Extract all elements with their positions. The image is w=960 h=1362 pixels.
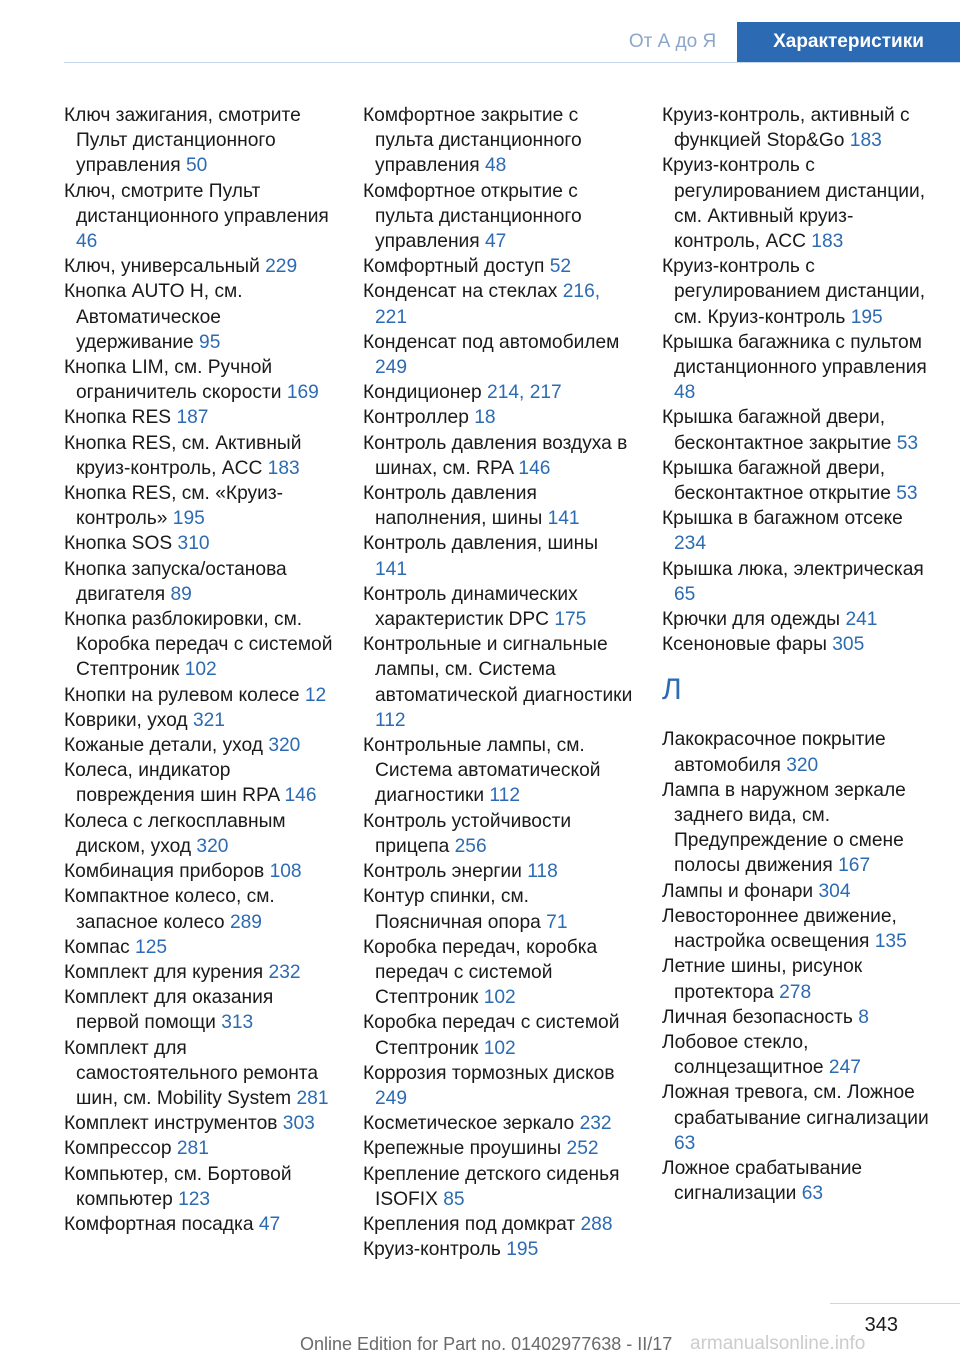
entry-term: Кондиционер [363, 382, 482, 404]
index-entry [64, 1036, 336, 1112]
index-entry [363, 632, 635, 733]
entry-page-link[interactable]: 112 [489, 785, 521, 807]
entry-page-link[interactable]: 195 [172, 508, 205, 530]
entry-page-link[interactable]: 247 [828, 1057, 861, 1079]
entry-page-link[interactable]: 232 [268, 961, 301, 983]
entry-term: Лакокрасочное покрытие автомобиля [662, 729, 886, 776]
entry-term: Кнопка разблокировки, см. Коробка передач с системой Стептроник [64, 609, 333, 681]
entry-page-link[interactable]: 71 [546, 911, 568, 933]
index-entry [363, 254, 635, 279]
watermark: armanualsonline.info [690, 1333, 866, 1354]
page-number: 343 [864, 1314, 898, 1336]
index-entry [64, 254, 336, 279]
entry-page-link[interactable]: 146 [518, 457, 551, 479]
entry-term: Колеса, индикатор повреждения шин RPA [64, 760, 280, 807]
entry-page-link[interactable]: 278 [779, 981, 812, 1003]
index-entry [363, 1061, 635, 1111]
entry-page-link[interactable]: 288 [580, 1213, 613, 1235]
entry-page-link[interactable]: 216, 221 [375, 281, 601, 328]
index-entry [363, 935, 635, 1011]
entry-term: Кнопка LIM, см. Ручной ограничитель скорости [64, 357, 282, 404]
entry-term: Контроллер [363, 407, 469, 429]
entry-page-link[interactable]: 321 [192, 709, 225, 731]
entry-term: Конденсат на стеклах [363, 281, 558, 303]
entry-page-link[interactable]: 63 [801, 1183, 824, 1205]
header-divider [64, 62, 960, 63]
entry-page-link[interactable]: 102 [483, 987, 516, 1009]
entry-term: Крепежные проушины [363, 1138, 562, 1160]
entry-term: Комплект для курения [64, 961, 264, 983]
index-entry [662, 456, 934, 506]
entry-page-link[interactable]: 313 [221, 1012, 254, 1034]
entry-term: Кнопка RES [64, 407, 172, 429]
entry-page-link[interactable]: 102 [483, 1037, 516, 1059]
entry-page-link[interactable]: 303 [282, 1113, 315, 1135]
entry-page-link[interactable]: 229 [265, 256, 298, 278]
entry-page-link[interactable]: 169 [286, 382, 319, 404]
entry-page-link[interactable]: 289 [229, 911, 262, 933]
index-column-3 [662, 103, 934, 1206]
index-column-1 [64, 103, 336, 1237]
index-entry [662, 904, 934, 954]
index-entry [662, 153, 934, 254]
entry-term: Ксеноновые фары [662, 634, 827, 656]
entry-term: Компрессор [64, 1138, 172, 1160]
entry-term: Лобовое стекло, солнцезащитное [662, 1031, 824, 1079]
entry-page-link[interactable]: 48 [485, 155, 507, 177]
entry-page-link[interactable]: 281 [296, 1087, 329, 1109]
entry-page-link[interactable]: 304 [818, 880, 851, 902]
entry-page-link[interactable]: 141 [547, 508, 580, 530]
entry-term: Колеса с легкосплавным диском, уход [64, 810, 286, 857]
index-entry [662, 1005, 934, 1030]
index-entry [64, 355, 336, 405]
index-entry [64, 1111, 336, 1136]
entry-term: Крышка багажной двери, бесконтактное закрытие [662, 407, 892, 454]
entry-term: Контроль давления воздуха в шинах, см. RPA [363, 432, 628, 479]
index-entry [64, 607, 336, 683]
entry-term: Круиз-контроль с регулированием дистанции, см. Активный круиз-контроль, ACC [662, 155, 926, 253]
entry-page-link[interactable]: 47 [258, 1213, 281, 1235]
entry-term: Ложная тревога, см. Ложное срабатывание сигнализации [662, 1082, 929, 1129]
index-entry [64, 960, 336, 985]
entry-page-link[interactable]: 50 [186, 155, 208, 177]
entry-page-link[interactable]: 320 [196, 835, 229, 857]
entry-term: Крючки для одежды [662, 609, 841, 631]
entry-page-link[interactable]: 146 [284, 785, 317, 807]
index-column-2 [363, 103, 635, 1262]
entry-page-link[interactable]: 241 [845, 609, 878, 631]
index-entry [363, 380, 635, 405]
entry-term: Кнопка AUTO H, см. Автоматическое удерживание [64, 281, 243, 353]
entry-term: Лампа в наружном зеркале заднего вида, см. Предупреждение о смене полосы движения [662, 779, 906, 877]
index-entry [363, 179, 635, 255]
index-letter-heading: Л [662, 673, 682, 707]
entry-term: Коррозия тормозных дисков [363, 1062, 615, 1084]
entry-page-link[interactable]: 249 [375, 1087, 408, 1109]
entry-term: Комфортный доступ [363, 256, 545, 278]
index-entry [64, 758, 336, 808]
entry-term: Комфортная посадка [64, 1213, 254, 1235]
entry-term: Контрольные лампы, см. Система автоматической диагностики [363, 735, 601, 807]
entry-term: Конденсат под автомобилем [363, 331, 620, 353]
entry-term: Ключ, универсальный [64, 256, 260, 278]
entry-term: Коробка передач, коробка передач с системой Стептроник [363, 936, 598, 1009]
index-entry [64, 179, 336, 255]
entry-term: Комфортное открытие с пульта дистанционного управления [363, 180, 582, 253]
index-entry [363, 330, 635, 380]
entry-page-link[interactable]: 214, 217 [487, 382, 562, 404]
entry-term: Коробка передач с системой Стептроник [363, 1012, 620, 1059]
entry-term: Лампы и фонари [662, 880, 814, 902]
entry-page-link[interactable]: 102 [184, 659, 217, 681]
entry-term: Комплект для самостоятельного ремонта шин, см. Mobility System [64, 1037, 319, 1109]
entry-term: Кнопка запуска/останова двигателя [64, 558, 287, 605]
index-entry [662, 1080, 934, 1156]
index-entry [64, 683, 336, 708]
entry-term: Крышка в багажном отсеке [662, 508, 903, 530]
entry-page-link[interactable]: 53 [896, 483, 918, 505]
entry-page-link[interactable]: 47 [485, 231, 507, 253]
index-entry [363, 1162, 635, 1212]
index-entry [64, 481, 336, 531]
entry-term: Ложное срабатывание сигнализации [662, 1157, 863, 1205]
index-entry [64, 531, 336, 556]
entry-page-link[interactable]: 53 [896, 432, 919, 454]
entry-term: Крышка люка, электрическая [662, 558, 924, 580]
chapter-tab: Характеристики [737, 22, 960, 62]
entry-page-link[interactable]: 167 [838, 855, 871, 877]
entry-term: Круиз-контроль [363, 1239, 501, 1261]
entry-term: Компас [64, 936, 130, 958]
entry-page-link[interactable]: 8 [858, 1006, 869, 1028]
index-entry [363, 531, 635, 581]
index-entry [662, 506, 934, 556]
index-entry [64, 103, 336, 179]
entry-term: Крепление детского сиденья ISOFIX [363, 1163, 620, 1210]
entry-page-link[interactable]: 320 [268, 735, 301, 757]
entry-page-link[interactable]: 48 [674, 382, 696, 404]
footer-divider [830, 1303, 960, 1304]
entry-term: Крышка багажника с пультом дистанционного управления [662, 331, 927, 379]
entry-page-link[interactable]: 256 [454, 835, 487, 857]
entry-term: Левостороннее движение, настройка освещения [662, 905, 897, 953]
entry-term: Контроль устойчивости прицепа [363, 810, 572, 857]
entry-page-link[interactable]: 12 [304, 684, 327, 706]
entry-term: Кнопка SOS [64, 533, 173, 555]
index-entry [64, 1136, 336, 1161]
entry-term: Комфортное закрытие с пульта дистанционного управления [363, 105, 582, 177]
index-entry [662, 1156, 934, 1206]
entry-term: Контроль динамических характеристик DPC [363, 583, 578, 631]
index-entry [662, 254, 934, 330]
section-label: От А до Я [628, 31, 717, 52]
index-entry [363, 1212, 635, 1237]
entry-term: Кнопка RES, см. Активный круиз-контроль, ACC [64, 432, 302, 479]
index-entry [363, 884, 635, 934]
entry-page-link[interactable]: 234 [674, 533, 707, 555]
index-entry [662, 632, 934, 657]
entry-page-link[interactable]: 123 [178, 1188, 211, 1210]
entry-page-link[interactable]: 63 [674, 1132, 696, 1154]
entry-page-link[interactable]: 183 [811, 231, 844, 253]
entry-page-link[interactable]: 252 [566, 1138, 599, 1160]
index-entry [363, 733, 635, 809]
entry-page-link[interactable]: 135 [874, 931, 907, 953]
index-entry [363, 103, 635, 179]
index-entry [662, 879, 934, 904]
entry-page-link[interactable]: 141 [375, 558, 408, 580]
page-header [0, 22, 960, 62]
edition-note: Online Edition for Part no. 01402977638 - II/17 [300, 1334, 673, 1354]
entry-page-link[interactable]: 175 [554, 609, 587, 631]
index-entry [64, 405, 336, 430]
index-entry [662, 954, 934, 1004]
entry-page-link[interactable]: 65 [674, 583, 696, 605]
entry-term: Контур спинки, см. Поясничная опора [363, 886, 541, 933]
entry-term: Компактное колесо, см. запасное колесо [64, 886, 275, 933]
index-entry [363, 1237, 635, 1262]
index-entry [662, 405, 934, 455]
entry-term: Контрольные и сигнальные лампы, см. Система автоматической диагностики [363, 634, 633, 706]
index-entry [662, 727, 934, 777]
index-entry [64, 884, 336, 934]
entry-term: Контроль давления наполнения, шины [363, 483, 543, 530]
entry-page-link[interactable]: 112 [375, 709, 406, 731]
entry-page-link[interactable]: 52 [549, 256, 572, 278]
index-entry [64, 733, 336, 758]
index-entry [64, 859, 336, 884]
index-entry [363, 1136, 635, 1161]
entry-term: Косметическое зеркало [363, 1113, 575, 1135]
entry-page-link[interactable]: 187 [176, 407, 209, 429]
index-entry [64, 708, 336, 733]
entry-page-link[interactable]: 281 [176, 1138, 209, 1160]
entry-page-link[interactable]: 18 [474, 407, 496, 429]
index-entry [662, 557, 934, 607]
entry-page-link[interactable]: 95 [199, 331, 221, 353]
entry-term: Круиз-контроль с регулированием дистанции, см. Круиз-контроль [662, 256, 926, 328]
entry-page-link[interactable]: 89 [170, 583, 192, 605]
index-entry [363, 279, 635, 329]
index-entry [363, 1010, 635, 1060]
index-entry [662, 607, 934, 632]
entry-page-link[interactable]: 108 [269, 861, 302, 883]
index-entry [662, 1030, 934, 1080]
entry-page-link[interactable]: 195 [850, 306, 883, 328]
index-entry [363, 481, 635, 531]
index-entry [662, 103, 934, 153]
entry-page-link[interactable]: 125 [135, 936, 168, 958]
entry-term: Ключ зажигания, смотрите Пульт дистанционного управления [64, 105, 301, 177]
entry-page-link[interactable]: 310 [177, 533, 210, 555]
entry-term: Кнопка RES, см. «Круиз-контроль» [64, 483, 284, 530]
entry-page-link[interactable]: 183 [267, 457, 300, 479]
index-entry [363, 582, 635, 632]
entry-term: Комплект инструментов [64, 1113, 278, 1135]
entry-page-link[interactable]: 232 [579, 1113, 612, 1135]
entry-term: Контроль давления, шины [363, 533, 599, 555]
entry-term: Крышка багажной двери, бесконтактное открытие [662, 457, 891, 505]
entry-page-link[interactable]: 249 [375, 357, 408, 379]
entry-term: Личная безопасность [662, 1006, 853, 1028]
entry-term: Комбинация приборов [64, 861, 265, 883]
entry-page-link[interactable]: 85 [443, 1188, 465, 1210]
entry-term: Летние шины, рисунок протектора [662, 956, 863, 1003]
entry-page-link[interactable]: 118 [527, 861, 558, 883]
index-entry [64, 431, 336, 481]
index-entry [363, 431, 635, 481]
entry-term: Кнопки на рулевом колесе [64, 684, 300, 706]
index-entry [363, 809, 635, 859]
index-entry [64, 809, 336, 859]
index-entry [363, 1111, 635, 1136]
index-entry [363, 405, 635, 430]
index-entry [64, 1212, 336, 1237]
index-entry [64, 935, 336, 960]
entry-page-link[interactable]: 305 [832, 634, 865, 656]
entry-page-link[interactable]: 46 [76, 231, 98, 253]
entry-term: Комплект для оказания первой помощи [64, 987, 274, 1034]
entry-page-link[interactable]: 195 [506, 1239, 539, 1261]
entry-page-link[interactable]: 320 [786, 754, 819, 776]
entry-term: Ключ, смотрите Пульт дистанционного управления [64, 180, 329, 227]
entry-term: Коврики, уход [64, 709, 188, 731]
entry-term: Контроль энергии [363, 861, 522, 883]
entry-term: Круиз-контроль, активный с функцией Stop&Go [662, 105, 910, 152]
index-entry [363, 859, 635, 884]
index-entry [64, 985, 336, 1035]
entry-page-link[interactable]: 183 [849, 130, 882, 152]
index-entry [662, 778, 934, 879]
index-entry [64, 1162, 336, 1212]
index-entry [662, 330, 934, 406]
entry-term: Компьютер, см. Бортовой компьютер [64, 1163, 292, 1210]
entry-term: Крепления под домкрат [363, 1213, 576, 1235]
index-entry [64, 557, 336, 607]
entry-term: Кожаные детали, уход [64, 735, 263, 757]
index-entry [64, 279, 336, 355]
